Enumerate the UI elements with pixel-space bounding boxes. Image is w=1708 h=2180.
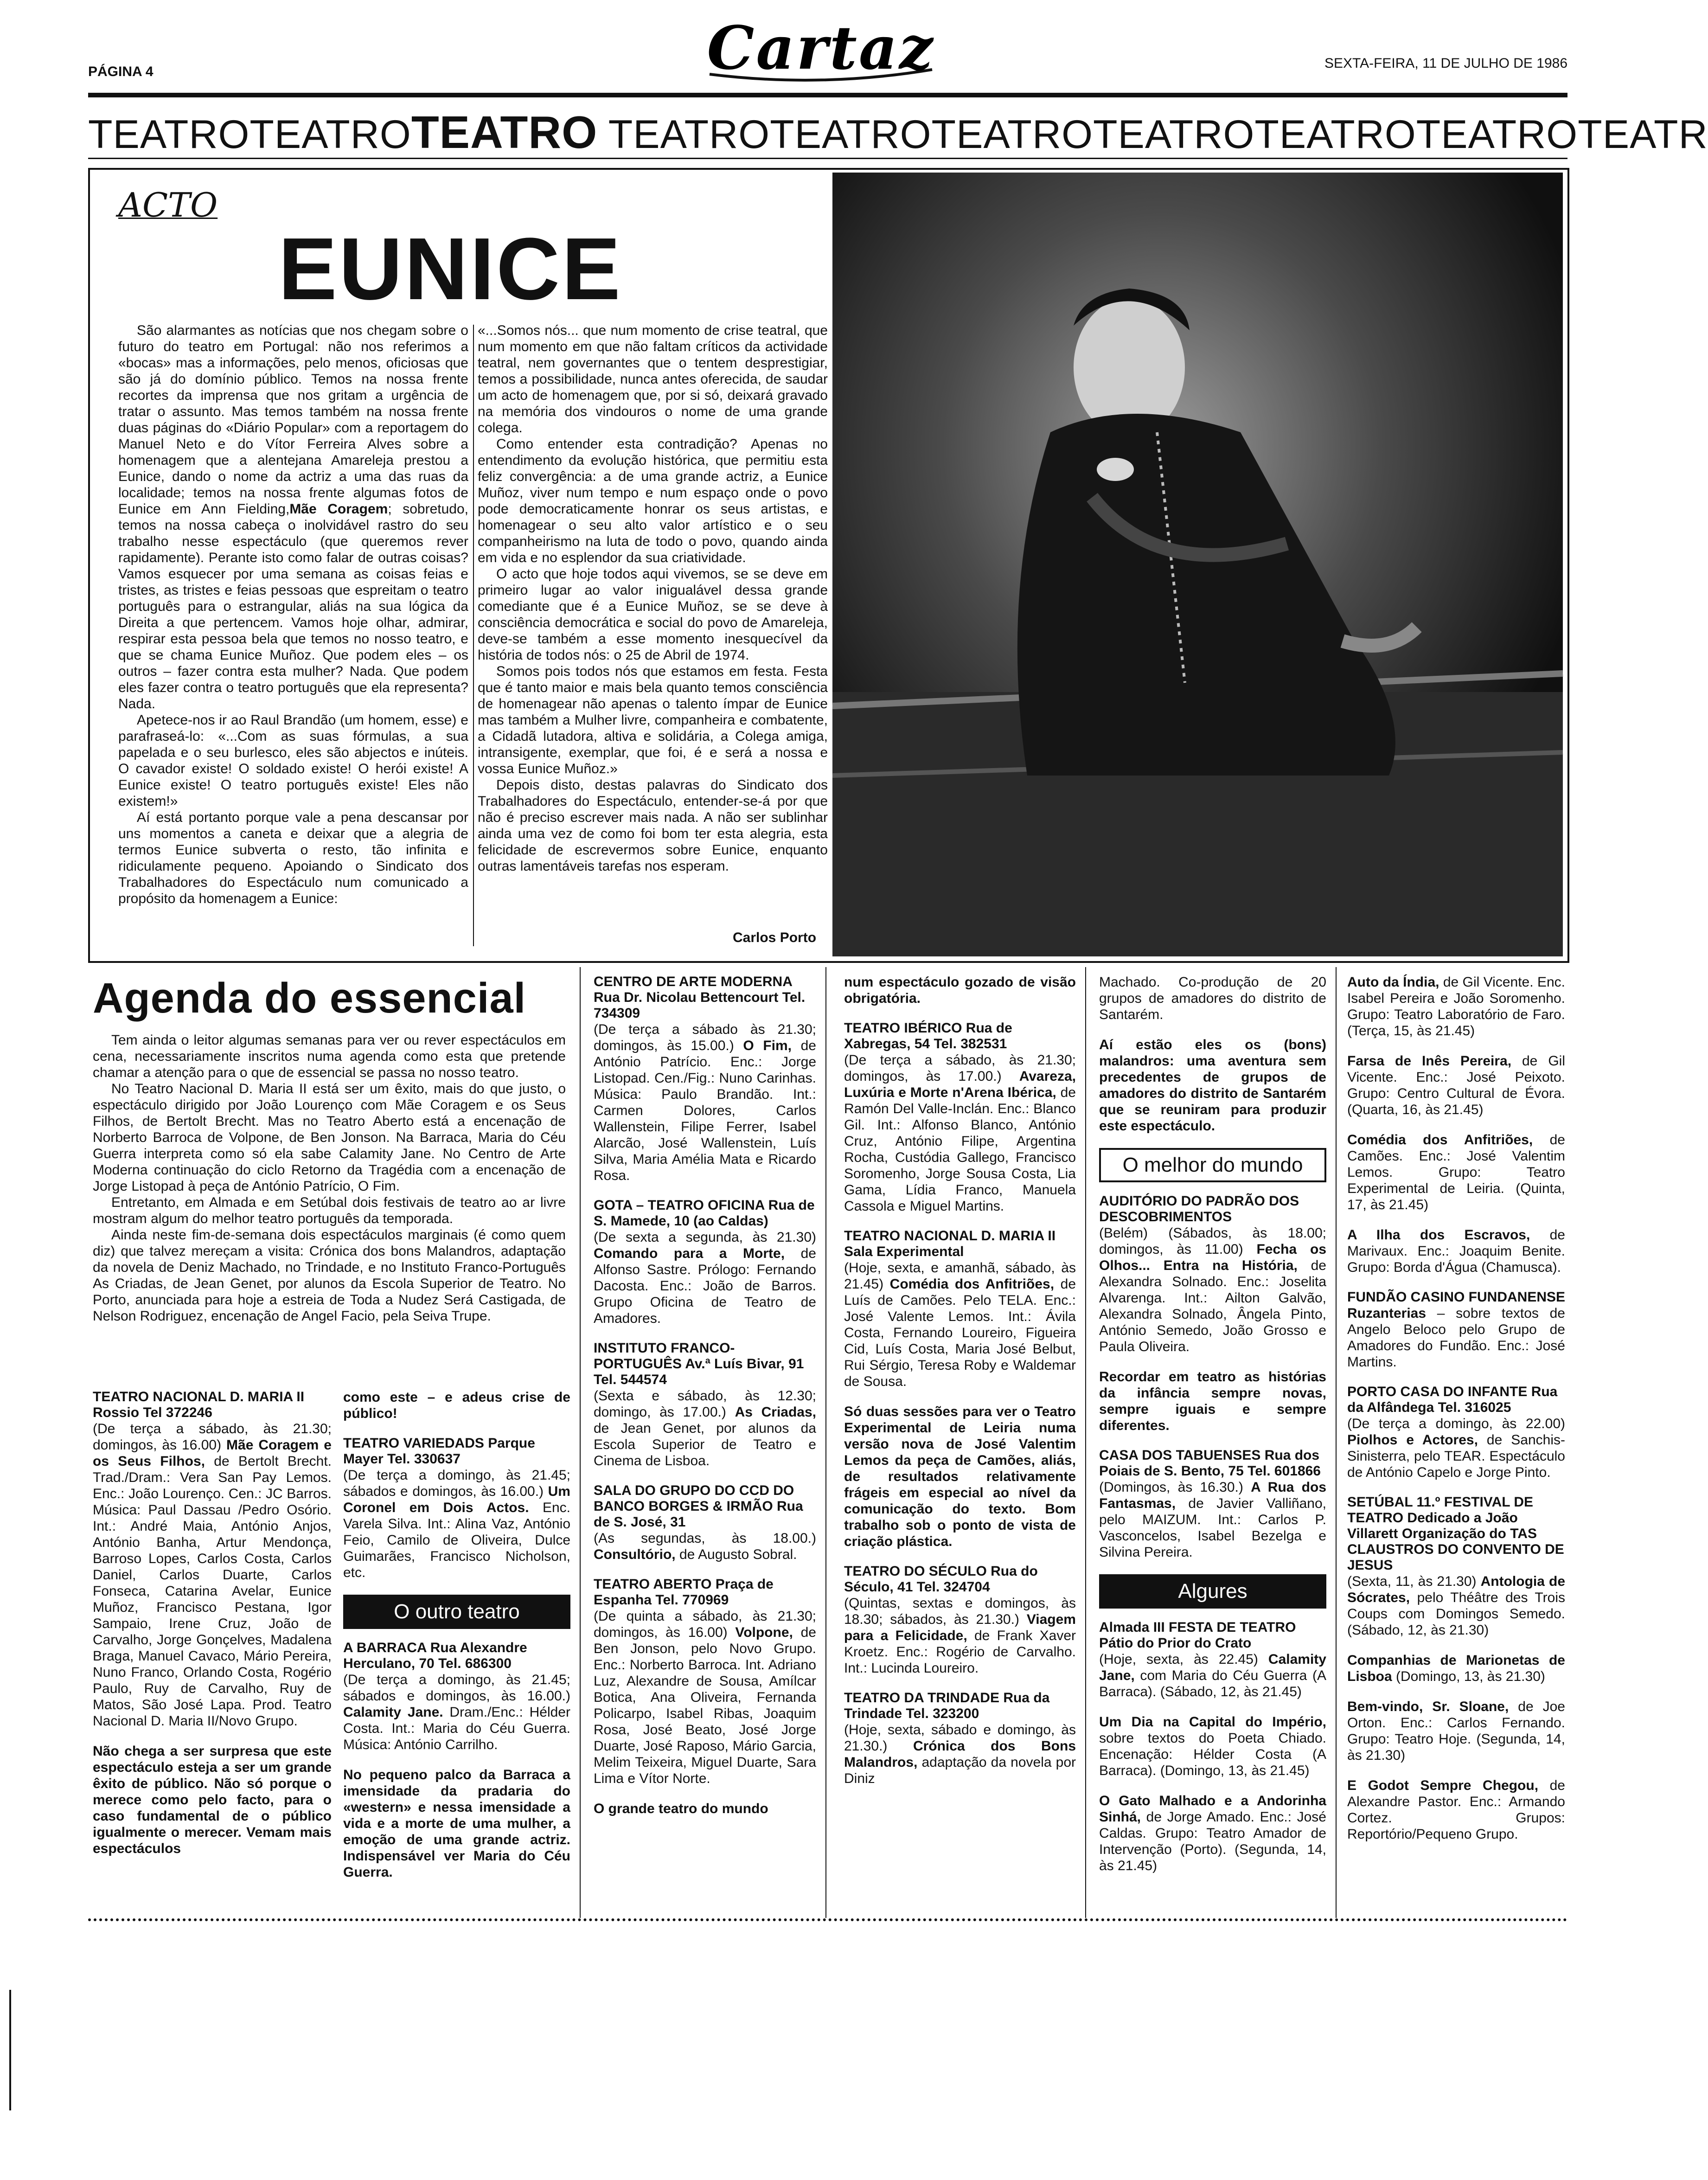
credits-text: de Javier Valliñano, pelo MAIZUM. Int.: Carlos P. Vasconcelos, Isabel Bezelga e Silvina Pereira. xyxy=(1099,1496,1326,1560)
play-title: Fecha os Olhos... Entra na História, xyxy=(1099,1242,1326,1273)
section-banner xyxy=(88,107,1708,158)
agenda-entry xyxy=(1347,1132,1565,1213)
agenda-entry xyxy=(594,1801,816,1817)
schedule-text: (De terça a domingo, às 22.00) xyxy=(1347,1416,1565,1431)
play-title: No pequeno palco da Barraca a imensidade da pradaria do «western» e nessa imensidade a vida e a morte de uma mulher, a emoção de uma grande actriz. Indispensável ver Maria do Céu Guerra. xyxy=(343,1767,570,1880)
cartaz-logo xyxy=(700,13,941,88)
schedule-text: (De terça a sábado, às 21.30; domingos, às 16.00) xyxy=(93,1421,332,1453)
agenda-column-e xyxy=(1099,974,1326,1916)
article-paragraph: Somos pois todos nós que estamos em festa. Festa que é tanto maior e mais bela quanto temos consciência de homenagear não apenas o talento ímpar de Eunice mas também a Mulher livre, companheira e combatente, a Cidadã lutadora, altiva e solidária, a Colega amiga, intransigente, exemplar, que foi, é e será a nossa e vossa Eunice Muñoz.» xyxy=(478,664,828,776)
play-title: como este – e adeus crise de público! xyxy=(343,1390,570,1421)
agenda-entry xyxy=(594,1340,816,1469)
play-title: A Rua dos Fantasmas, xyxy=(1099,1480,1327,1511)
agenda-entry xyxy=(1099,1793,1326,1874)
credits-text: de Marivaux. Enc.: Joaquim Benite. Grupo: Borda d'Água (Chamusca). xyxy=(1347,1227,1565,1275)
agenda-entry xyxy=(343,1767,570,1880)
credits-text: de Augusto Sobral. xyxy=(675,1547,797,1562)
venue-heading: PORTO CASA DO INFANTE Rua da Alfândega Tel. 316025 xyxy=(1347,1384,1558,1415)
venue-heading: TEATRO IBÉRICO Rua de Xabregas, 54 Tel. 382531 xyxy=(844,1020,1012,1052)
credits-text: de Sanchis-Sinisterra, pelo TEAR. Espectáculo de António Capelo e Jorge Pinto. xyxy=(1347,1432,1565,1480)
play-title: Comédia dos Anfitriões, xyxy=(1347,1132,1533,1148)
article-photo xyxy=(832,173,1563,956)
play-title: Companhias de Marionetas de Lisboa xyxy=(1347,1653,1565,1684)
intro-paragraph: Tem ainda o leitor algumas semanas para ver ou rever espectáculos em cena, necessariamente inscritos numa agenda como esta que pretende chamar a atenção para o que de essencial se passa no nosso teatro. xyxy=(93,1032,566,1080)
agenda-entry xyxy=(844,1404,1076,1550)
credits-text: (Domingo, 13, às 21.30) xyxy=(1392,1669,1545,1684)
agenda-entry xyxy=(844,1228,1076,1390)
column-divider xyxy=(825,967,826,1918)
photo-image xyxy=(832,173,1563,956)
column-divider xyxy=(1336,967,1337,1918)
article-paragraph: Como entender esta contradição? Apenas no entendimento da evolução histórica, que permitiu esta feliz convergência: a de uma grande actriz, a Eunice Muñoz, viver num tempo e num espaço onde o povo pode democraticamente honrar os seus artistas, e homenagear o seu alto valor artístico e o seu companheirismo na luta de todo o povo, quando ainda em vida e no esplendor da sua criatividade. xyxy=(478,436,828,565)
play-title: O grande teatro do mundo xyxy=(594,1801,768,1816)
credits-text: de Gil Vicente. Enc.: José Peixoto. Grupo: Centro Cultural de Évora. (Quarta, 16, às 21.45) xyxy=(1347,1053,1565,1117)
agenda-entry xyxy=(1099,1448,1326,1560)
agenda-entry xyxy=(1347,1053,1565,1118)
banner-strong: TEATRO xyxy=(411,107,598,158)
schedule-text: (Sexta e sábado, às 12.30; domingo, às 17.00.) xyxy=(594,1388,816,1420)
schedule-text: (De terça a domingo, às 21.45; sábados e domingos, às 16.00.) xyxy=(343,1672,570,1704)
masthead-rule xyxy=(88,93,1567,97)
logo-text: Cartaz xyxy=(707,13,935,83)
play-title: Bem-vindo, Sr. Sloane, xyxy=(1347,1699,1509,1714)
agenda-entry xyxy=(844,974,1076,1007)
credits-text: sobre textos do Poeta Chiado. Encenação: Hélder Costa (A Barraca). (Domingo, 13, às 21.45) xyxy=(1099,1731,1326,1778)
article-paragraph: Apetece-nos ir ao Raul Brandão (um homem, esse) e parafraseá-lo: «...Com as suas fórmulas, a sua papelada e o seu burlesco, eles são abjectos e inúteis. O cavador existe! O soldado existe! O herói existe! A Eunice existe! O teatro português existe! Eles não existem!» xyxy=(118,712,468,809)
article-paragraph: São alarmantes as notícias que nos chegam sobre o futuro do teatro em Portugal: não nos referimos a «bocas» mas a informações, pelo menos, oficiosas que são já do domínio público. Temos na nossa frente recortes da imprensa que nos gritam a urgência de tratar o assunto. Mas temos também na nossa frente duas páginas do «Diário Popular» com a reportagem do Manuel Neto e do Vítor Ferreira Alves sobre a homenagem que a alentejana Amareleja prestou a Eunice, dando o nome da actriz a uma das ruas da localidade; temos na nossa frente algumas fotos de Eunice em Ann Fielding,Mãe Coragem; sobretudo, temos na nossa cabeça o inolvidável rastro do seu trabalho nesse espectáculo (que queremos rever rapidamente). Perante isto como falar de outras coisas? Vamos esquecer por uma semana as coisas feias e tristes, as tristes e feias pessoas que espreitam o teatro português para o estrangular, aliás na sua lógica da Direita a que pertencem. Vamos hoje olhar, admirar, respirar esta pessoa bela que temos no nosso teatro, e que se chama Eunice Muñoz. Que podem eles – os outros – fazer contra esta mulher? Nada. Que podem eles fazer contra o teatro português que ela representa? Nada. xyxy=(118,323,469,712)
credits-text: de Ramón Del Valle-Inclán. Enc.: Blanco Gil. Int.: Alfonso Blanco, António Cruz, António Filipe, Argentina Rocha, Custódia Gallego, Francisco Soromenho, Jorge Sousa Costa, Lia Gama, Lídia Franco, Manuela Cassola e Miguel Martins. xyxy=(844,1085,1076,1214)
schedule-text: (Sexta, 11, às 21.30) xyxy=(1347,1574,1477,1589)
intro-paragraph: Entretanto, em Almada e em Setúbal dois festivais de teatro ao ar livre mostram algum do melhor teatro português da temporada. xyxy=(93,1195,566,1226)
registration-mark xyxy=(9,1990,11,2110)
article-column-2 xyxy=(478,322,828,874)
intro-paragraph: Ainda neste fim-de-semana dois espectáculos marginais (é como quem diz) que talvez mereçam a visita: Crónica dos bons Malandros, adaptação da novela de Deniz Machado, no Trindade, e no Instituto Franco-Português As Criadas, de Jean Genet, por alunos da Escola Superior de Teatro. No Porto, anunciada para hoje a estreia de Toda a Nudez Será Castigada, de Nelson Rodriguez, encenação de Angel Facio, pela Seiva Trupe. xyxy=(93,1227,566,1324)
credits-text: Enc. Varela Silva. Int.: Alina Vaz, António Feio, Camilo de Oliveira, Dulce Guimarães, Francisco Nicholson, etc. xyxy=(343,1500,570,1580)
agenda-entry xyxy=(1099,1620,1326,1700)
article-kicker: ACTO xyxy=(118,186,218,224)
agenda-entry xyxy=(594,1483,816,1563)
section-tag: O outro teatro xyxy=(343,1595,570,1629)
venue-heading: SETÚBAL 11.º FESTIVAL DE TEATRO Dedicado a João Villarett Organização do TAS CLAUSTROS DO CONVENTO DE JESUS xyxy=(1347,1494,1564,1573)
schedule-text: (De terça a sábado às 21.30; domingos, às 15.00.) xyxy=(594,1022,816,1053)
venue-heading: Almada III FESTA DE TEATRO Pátio do Prior do Crato xyxy=(1099,1620,1296,1651)
venue-heading: INSTITUTO FRANCO-PORTUGUÊS Av.ª Luís Bivar, 91 Tel. 544574 xyxy=(594,1340,804,1387)
intro-paragraph: No Teatro Nacional D. Maria II está ser um êxito, mais do que justo, o espectáculo dirigido por João Lourenço com Mãe Coragem e os Seus Filhos, de Bertolt Brecht. Mas no Teatro Aberto está a encenação de Norberto Barroca de Volpone, de Ben Jonson. Na Barraca, Maria do Céu Guerra interpreta como só ela sabe Calamity Jane. No Centro de Arte Moderna continuação do ciclo Retorno da Tragédia com a encenação de Jorge Listopad à peça de António Patrício, O Fim. xyxy=(93,1081,566,1194)
play-title: Volpone, xyxy=(735,1625,793,1640)
agenda-entry xyxy=(1099,1037,1326,1134)
credits-text: de Alexandra Solnado. Enc.: Joselita Alvarenga. Int.: Ailton Galvão, Alexandra Solnado, Ângela Pinto, António Semedo, João Grosso e Paula Oliveira. xyxy=(1099,1258,1326,1354)
play-title: Um Dia na Capital do Império, xyxy=(1099,1714,1326,1730)
credits-text: de Alexandre Pastor. Enc.: Armando Cortez. Grupos: Reportório/Pequeno Grupo. xyxy=(1347,1778,1565,1842)
venue-heading: TEATRO VARIEDADS Parque Mayer Tel. 330637 xyxy=(343,1436,535,1467)
credits-text: de Alfonso Sastre. Prólogo: Fernando Dacosta. Enc.: João de Barros. Grupo Oficina de Teatro de Amadores. xyxy=(594,1246,816,1326)
credits-text: de António Patrício. Enc.: Jorge Listopad. Cen./Fig.: Nuno Carinhas. Música: Paulo Brandão. Int.: Carmen Dolores, Carlos Wallenstein, Filipe Ferrer, Isabel Alarcão, José Wallenstein, Luís Silva, Maria Amélia Mata e Ricardo Rosa. xyxy=(594,1038,816,1183)
agenda-entry xyxy=(93,1743,332,1857)
agenda-entry xyxy=(1347,1227,1565,1276)
play-title: Não chega a ser surpresa que este espectáculo esteja a ser um grande êxito de público. Não só porque o merece como pelo facto, para o caso fundamental de o público igualmente o merecer. Vemam mais espectáculos xyxy=(93,1744,332,1856)
agenda-entry xyxy=(1099,1369,1326,1434)
agenda-entry xyxy=(1099,974,1326,1023)
play-title: Crónica dos Bons Malandros, xyxy=(844,1738,1076,1770)
schedule-text: (De sexta a segunda, às 21.30) xyxy=(594,1230,816,1245)
agenda-entry xyxy=(1099,1193,1326,1355)
section-tag: Algures xyxy=(1099,1574,1326,1609)
agenda-entry xyxy=(1347,1289,1565,1370)
play-title: O Gato Malhado e a Andorinha Sinhá, xyxy=(1099,1793,1326,1825)
play-title: Comando para a Morte, xyxy=(594,1246,785,1261)
schedule-text: (Hoje, sexta, às 22.45) xyxy=(1099,1652,1258,1667)
play-title: Calamity Jane, xyxy=(1099,1652,1326,1683)
schedule-text: (Hoje, sexta, e amanhã, sábado, às 21.45) xyxy=(844,1260,1076,1292)
credits-text: de Jorge Amado. Enc.: José Caldas. Grupo: Teatro Amador de Intervenção (Porto). (Segunda, 14, às 21.45) xyxy=(1099,1809,1326,1873)
issue-date: SEXTA-FEIRA, 11 DE JULHO DE 1986 xyxy=(1324,56,1567,71)
venue-heading: TEATRO NACIONAL D. MARIA II Sala Experimental xyxy=(844,1228,1056,1259)
play-title: O Fim, xyxy=(743,1038,792,1053)
agenda-entry xyxy=(1347,1384,1565,1481)
column-divider xyxy=(1085,967,1086,1918)
play-title: Só duas sessões para ver o Teatro Experimental de Leiria numa versão nova de José Valentim Lemos da peça de Camões, aliás, de resultados relativamente frágeis em especial ao nível da comunicação do texto. Bom trabalho sob o ponto de vista de criação plástica. xyxy=(844,1404,1076,1549)
credits-text: Dram./Enc.: Hélder Costa. Int.: Maria do Céu Guerra. Música: António Carrilho. xyxy=(343,1705,570,1752)
agenda-entry xyxy=(844,1020,1076,1214)
credits-text: – sobre textos de Angelo Beloco pelo Grupo de Amadores do Fundão. Enc.: José Martins. xyxy=(1347,1306,1565,1370)
agenda-entry xyxy=(1347,1777,1565,1842)
schedule-text: (Domingos, às 16.30.) xyxy=(1099,1480,1243,1495)
banner-post: TEATROTEATROTEATROTEATROTEATROTEATROTEATR xyxy=(608,112,1708,157)
venue-heading: SALA DO GRUPO DO CCD DO BANCO BORGES & IRMÃO Rua de S. José, 31 xyxy=(594,1483,803,1530)
agenda-entry xyxy=(844,1564,1076,1676)
play-title: Calamity Jane. xyxy=(343,1705,443,1720)
agenda-entry xyxy=(594,1577,816,1787)
credits-text: de Ben Jonson, pelo Novo Grupo. Enc.: Norberto Barroca. Int. Adriano Luz, Alexandre de Sousa, Amílcar Botica, Ana Oliveira, Fernanda Policarpo, Isabel Ribas, Joaquim Rosa, José Beato, José Jorge Duarte, José Raposo, Mário Garcia, Melim Teixeira, Miguel Duarte, Sara Lima e Vítor Norte. xyxy=(594,1625,816,1786)
venue-heading: A BARRACA Rua Alexandre Herculano, 70 Tel. 686300 xyxy=(343,1640,527,1671)
schedule-text: (De terça a domingo, às 21.45; sábados e domingos, às 16.00.) xyxy=(343,1468,570,1499)
bottom-rule xyxy=(88,1916,1567,1921)
schedule-text: (De terça a sábado, às 21.30; domingos, às 17.00.) xyxy=(844,1052,1076,1084)
agenda-entry xyxy=(93,1389,332,1729)
credits-text: com Maria do Céu Guerra (A Barraca). (Sábado, 12, às 21.45) xyxy=(1099,1668,1326,1699)
play-title: Auto da Índia, xyxy=(1347,975,1439,990)
schedule-text: (Hoje, sexta, sábado e domingo, às 21.30.) xyxy=(844,1722,1076,1754)
venue-heading: TEATRO ABERTO Praça de Espanha Tel. 770969 xyxy=(594,1577,774,1608)
play-title: Piolhos e Actores, xyxy=(1347,1432,1478,1448)
agenda-entry xyxy=(343,1640,570,1753)
article-headline: EUNICE xyxy=(278,220,622,318)
credits-text: de Bertolt Brecht. Trad./Dram.: Vera San Pay Lemos. Enc.: João Lourenço. Cen.: JC Barros. Música: Paul Dassau /Pedro Osório. Int.: André Maia, António Anjos, António Banha, Artur Mendonça, Barroso Lopes, Carlos Costa, Carlos Daniel, Carlos Duarte, Carlos Fonseca, Catarina Avelar, Eunice Muñoz, Francisco Pestana, Igor Sampaio, Irene Cruz, João de Carvalho, Jorge Gonçelves, Madalena Braga, Manuel Cavaco, Mário Pereira, Nuno Franco, Orlando Costa, Rogério Paulo, Ruy de Carvalho, Ruy de Matos, São José Lapa. Prod. Teatro Nacional D. Maria II/Novo Grupo. xyxy=(93,1454,332,1729)
agenda-title: Agenda do essencial xyxy=(93,975,526,1022)
play-title: Recordar em teatro as histórias da infância sempre novas, sempre iguais e sempre diferentes. xyxy=(1099,1369,1326,1433)
venue-heading: FUNDÃO CASINO FUNDANENSE xyxy=(1347,1289,1566,1305)
play-title: A Ilha dos Escravos, xyxy=(1347,1227,1530,1243)
column-divider xyxy=(580,967,581,1918)
logo-swash xyxy=(700,13,941,88)
agenda-column-b xyxy=(343,1389,570,1916)
article-paragraph: O acto que hoje todos aqui vivemos, se se deve em primeiro lugar ao valor inigualável dessa grande comediante que é a Eunice Muñoz, se se deve à consciência democrática e social do povo de Amareleja, deve-se também a esse momento inesquecível da história de todos nós: o 25 de Abril de 1974. xyxy=(478,566,828,663)
play-title: Aí estão eles os (bons) malandros: uma aventura sem precedentes de grupos de amadores do distrito de Santarém que se reuniram para produzir este espectáculo. xyxy=(1099,1037,1326,1134)
agenda-intro xyxy=(93,1032,566,1324)
play-title: Viagem para a Felicidade, xyxy=(844,1612,1076,1643)
article-paragraph: Aí está portanto porque vale a pena descansar por uns momentos a caneta e deixar que a alegria de termos Eunice subverta o resto, tão infinita e ridiculamente pequeno. Apoiando o Sindicato dos Trabalhadores do Espectáculo num comunicado a propósito da homenagem a Eunice: xyxy=(118,810,468,906)
agenda-entry xyxy=(343,1436,570,1581)
credits-text: de Luís de Camões. Pelo TELA. Enc.: José Valente Lemos. Int.: Ávila Costa, Fernando Loureiro, Figueira Cid, Luís Costa, Maria José Belbut, Rui Sérgio, Teresa Roby e Waldemar de Sousa. xyxy=(844,1276,1076,1389)
banner-rule xyxy=(88,158,1567,159)
agenda-entry xyxy=(844,1690,1076,1787)
schedule-text: Machado. Co-produção de 20 grupos de amadores do distrito de Santarém. xyxy=(1099,975,1326,1022)
credits-text: de Camões. Enc.: José Valentim Lemos. Grupo: Teatro Experimental de Leiria. (Quinta, 17, às 21.45) xyxy=(1347,1132,1565,1212)
agenda-column-d xyxy=(844,974,1076,1916)
venue-heading: CASA DOS TABUENSES Rua dos Poiais de S. Bento, 75 Tel. 601866 xyxy=(1099,1448,1321,1479)
venue-heading: TEATRO DA TRINDADE Rua da Trindade Tel. 323200 xyxy=(844,1690,1050,1721)
credits-text: de Joe Orton. Enc.: Carlos Fernando. Grupo: Teatro Hoje. (Segunda, 14, às 21.30) xyxy=(1347,1699,1565,1763)
article-byline: Carlos Porto xyxy=(733,930,817,945)
column-divider xyxy=(473,325,474,946)
credits-text: pelo Théâtre des Trois Coups com Domingos Semedo. (Sábado, 12, às 21.30) xyxy=(1347,1590,1565,1638)
agenda-entry xyxy=(1347,974,1565,1039)
play-title: As Criadas, xyxy=(735,1404,816,1420)
play-title: num espectáculo gozado de visão obrigatória. xyxy=(844,975,1076,1006)
agenda-entry xyxy=(594,974,816,1184)
agenda-column-c xyxy=(594,974,816,1916)
schedule-text: (Quintas, sextas e domingos, às 18.30; sábados, às 21.30.) xyxy=(844,1596,1076,1627)
venue-heading: CENTRO DE ARTE MODERNA Rua Dr. Nicolau Bettencourt Tel. 734309 xyxy=(594,974,806,1021)
schedule-text: (Belém) (Sábados, às 18.00; domingos, às 11.00) xyxy=(1099,1225,1326,1257)
agenda-entry xyxy=(594,1198,816,1327)
credits-text: de Jean Genet, por alunos da Escola Superior de Teatro e Cinema de Lisboa. xyxy=(594,1421,816,1468)
agenda-entry xyxy=(1347,1494,1565,1638)
credits-text: adaptação da novela por Diniz xyxy=(844,1755,1076,1786)
play-title: Farsa de Inês Pereira, xyxy=(1347,1053,1512,1069)
venue-heading: TEATRO NACIONAL D. MARIA II Rossio Tel 372246 xyxy=(93,1389,305,1420)
play-title: Antologia de Sócrates, xyxy=(1347,1574,1566,1605)
agenda-entry xyxy=(1347,1652,1565,1685)
venue-heading: GOTA – TEATRO OFICINA Rua de S. Mamede, 10 (ao Caldas) xyxy=(594,1198,815,1229)
agenda-column-a xyxy=(93,1389,332,1916)
play-title: Mãe Coragem e os Seus Filhos, xyxy=(93,1437,332,1469)
schedule-text: (De quinta a sábado, às 21.30; domingos, às 16.00) xyxy=(594,1609,816,1640)
agenda-column-f xyxy=(1347,974,1565,1916)
play-title: E Godot Sempre Chegou, xyxy=(1347,1778,1539,1793)
play-title: Avareza, Luxúria e Morte n'Arena Ibérica, xyxy=(844,1069,1076,1100)
article-paragraph: «...Somos nós... que num momento de crise teatral, que num momento em que não faltam críticos da actividade teatral, nem governantes que o tentem desprestigiar, temos a possibilidade, nunca antes oferecida, de saudar um acto de homenagem que, por si só, deixará gravado na memória dos vindouros o nome de uma grande colega. xyxy=(478,323,828,436)
section-tag: O melhor do mundo xyxy=(1099,1148,1326,1182)
credits-text: de Frank Xaver Kroetz. Enc.: Rogério de Carvalho. Int.: Lucinda Loureiro. xyxy=(844,1628,1076,1676)
play-title: Comédia dos Anfitriões, xyxy=(889,1276,1055,1292)
agenda-entry xyxy=(1099,1714,1326,1779)
article-paragraph: Depois disto, destas palavras do Sindicato dos Trabalhadores do Espectáculo, entender-se-á por que não é preciso escrever mais nada. A não ser sublinhar ainda uma vez de como foi bom ter esta alegria, esta felicidade de escrevermos sobre Eunice, enquanto outras lamentáveis tarefas nos esperam. xyxy=(478,777,828,874)
page-number: PÁGINA 4 xyxy=(88,64,154,79)
play-title: Ruzanterias xyxy=(1347,1306,1427,1321)
schedule-text: (As segundas, às 18.00.) xyxy=(594,1531,816,1546)
banner-pre: TEATROTEATRO xyxy=(88,112,411,157)
agenda-entry xyxy=(343,1389,570,1422)
article-column-1 xyxy=(118,322,468,907)
venue-heading: TEATRO DO SÉCULO Rua do Século, 41 Tel. 324704 xyxy=(844,1564,1038,1595)
play-title: Consultório, xyxy=(594,1547,676,1562)
credits-text: de Gil Vicente. Enc. Isabel Pereira e João Soromenho. Grupo: Teatro Laboratório de Faro. (Terça, 15, às 21.45) xyxy=(1347,975,1565,1039)
venue-heading: AUDITÓRIO DO PADRÃO DOS DESCOBRIMENTOS xyxy=(1099,1193,1299,1225)
agenda-entry xyxy=(1347,1699,1565,1763)
play-title: Um Coronel em Dois Actos. xyxy=(343,1484,570,1515)
